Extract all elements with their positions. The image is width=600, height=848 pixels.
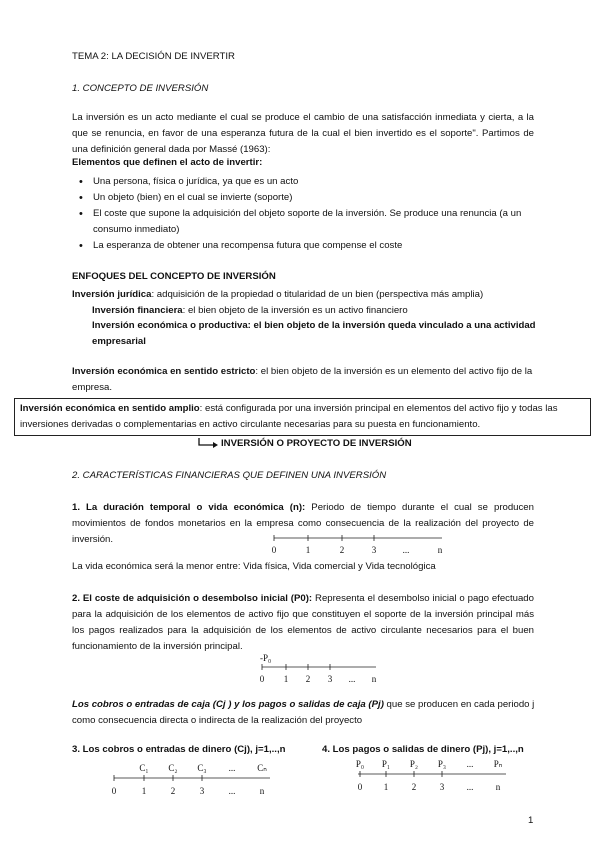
duracion-text: Periodo de tiempo durante el cual se producen movimientos de fondos monetarios en la empresa como consecuencia de la realización del proyecto de inversión. bbox=[72, 502, 534, 545]
flujos-label: Los cobros o entradas de caja (Cj ) y los pagos o salidas de caja (Pj) bbox=[72, 699, 384, 710]
inversion-financiera bbox=[92, 303, 542, 319]
inversion-juridica bbox=[72, 287, 542, 303]
timeline-3 bbox=[108, 758, 278, 801]
cobros-label: 3. Los cobros o entradas de dinero (Cj), j=1,..,n bbox=[72, 744, 286, 755]
cash-inflow-label: C₁ bbox=[139, 763, 149, 773]
cash-inflow-label: Cₙ bbox=[257, 763, 267, 773]
initial-payment-label: -P₀ bbox=[260, 653, 272, 663]
inversion-amplio-box bbox=[14, 398, 591, 436]
tick-label: ... bbox=[402, 545, 410, 555]
page-title: TEMA 2: LA DECISIÓN DE INVERTIR bbox=[72, 51, 235, 62]
juridica-text: : adquisición de la propiedad o titularidad de un bien (perspectiva más amplia) bbox=[151, 289, 484, 300]
financiera-text: : el bien objeto de la inversión es un activo financiero bbox=[182, 305, 408, 316]
cash-outflow-label: P₂ bbox=[409, 759, 419, 769]
tick-label: ... bbox=[466, 782, 474, 792]
tick-label: ... bbox=[228, 786, 236, 796]
cash-inflow-label: C₃ bbox=[197, 763, 207, 773]
tick-label: 0 bbox=[111, 786, 117, 796]
elements-list bbox=[73, 174, 535, 254]
cash-inflow-label: ... bbox=[228, 763, 236, 773]
timeline-1 bbox=[270, 534, 450, 561]
intro-paragraph: La inversión es un acto mediante el cual se produce el cambio de una satisfacción inmediata y cierta, a la que se renuncia, en favor de una esperanza futura de la cual el bien invertido es el soporte". Partimos de una definición general dada por Massé (1963): bbox=[72, 112, 534, 155]
inversion-economica: Inversión económica o productiva: el bien objeto de la inversión queda vinculado a una actividad empresarial bbox=[92, 320, 536, 347]
amplio-label: Inversión económica en sentido amplio bbox=[20, 403, 200, 414]
section-2-heading: 2. CARACTERÍSTICAS FINANCIERAS QUE DEFINEN UNA INVERSIÓN bbox=[72, 470, 387, 481]
list-item: • Un objeto (bien) en el cual se invierte (soporte) bbox=[73, 190, 535, 206]
pagos-label: 4. Los pagos o salidas de dinero (Pj), j=1,..,n bbox=[322, 744, 524, 755]
tick-label: 3 bbox=[371, 545, 377, 555]
section-1-heading: 1. CONCEPTO DE INVERSIÓN bbox=[72, 83, 209, 94]
timeline-4 bbox=[352, 756, 522, 797]
cash-outflow-label: ... bbox=[466, 759, 474, 769]
tick-label: 1 bbox=[305, 545, 311, 555]
cash-outflow-label: Pₙ bbox=[493, 759, 503, 769]
list-item: • El coste que supone la adquisición del objeto soporte de la inversión. Se produce una renuncia (a un consumo inmediato) bbox=[73, 206, 535, 238]
tick-label: n bbox=[259, 786, 265, 796]
tick-label: n bbox=[371, 674, 377, 684]
tick-label: 0 bbox=[259, 674, 265, 684]
juridica-label: Inversión jurídica bbox=[72, 289, 152, 300]
estricto-text: : el bien objeto de la inversión es un elemento del activo fijo de la empresa. bbox=[72, 366, 533, 393]
cash-outflow-label: P₁ bbox=[381, 759, 391, 769]
inversion-estricto bbox=[72, 364, 538, 396]
elements-label: Elementos que definen el acto de invertir: bbox=[72, 157, 263, 168]
tick-label: 1 bbox=[141, 786, 147, 796]
tick-label: ... bbox=[348, 674, 356, 684]
tick-label: 1 bbox=[383, 782, 389, 792]
tick-label: 1 bbox=[283, 674, 289, 684]
cash-inflow-label: C₂ bbox=[168, 763, 178, 773]
timeline-2 bbox=[256, 652, 386, 689]
coste-paragraph bbox=[72, 591, 534, 655]
tick-label: 0 bbox=[271, 545, 277, 555]
flujos-text: que se producen en cada periodo j como consecuencia directa o indirecta de la realización del proyecto bbox=[72, 699, 535, 726]
vida-economica-text: La vida económica será la menor entre: Vida física, Vida comercial y Vida tecnológica bbox=[72, 561, 436, 572]
tick-label: 2 bbox=[305, 674, 311, 684]
tick-label: n bbox=[495, 782, 501, 792]
financiera-label: Inversión financiera bbox=[92, 305, 183, 316]
tick-label: 0 bbox=[357, 782, 363, 792]
enfoques-heading: ENFOQUES DEL CONCEPTO DE INVERSIÓN bbox=[72, 271, 276, 282]
arrow-icon bbox=[198, 437, 220, 452]
flujos-paragraph bbox=[72, 697, 538, 729]
duracion-label: 1. La duración temporal o vida económica (n): bbox=[72, 502, 306, 513]
page-number: 1 bbox=[528, 815, 534, 826]
tick-label: 3 bbox=[439, 782, 445, 792]
tick-label: 2 bbox=[170, 786, 176, 796]
tick-label: 3 bbox=[327, 674, 333, 684]
coste-text: Representa el desembolso inicial o pago efectuado para la adquisición de los elementos de activo fijo que constituyen el soporte de la inversión principal más los pagos realizados para la adquisición de los elementos de activo circulante necesarios para el buen funcionamiento de la inversión principal. bbox=[72, 593, 534, 652]
amplio-text: : está configurada por una inversión principal en elementos del activo fijo y todas las inversiones derivadas o complementarias en activo circulante necesarias para su puesta en funcionamiento. bbox=[20, 403, 558, 430]
proyecto-label: INVERSIÓN O PROYECTO DE INVERSIÓN bbox=[221, 438, 412, 449]
tick-label: 3 bbox=[199, 786, 205, 796]
cash-outflow-label: P₀ bbox=[355, 759, 365, 769]
tick-label: n bbox=[437, 545, 443, 555]
list-item: • La esperanza de obtener una recompensa futura que compense el coste bbox=[73, 238, 535, 254]
list-item: • Una persona, física o jurídica, ya que es un acto bbox=[73, 174, 535, 190]
tick-label: 2 bbox=[339, 545, 345, 555]
tick-label: 2 bbox=[411, 782, 417, 792]
cash-outflow-label: P₃ bbox=[437, 759, 447, 769]
coste-label: 2. El coste de adquisición o desembolso inicial (P0): bbox=[72, 593, 313, 604]
estricto-label: Inversión económica en sentido estricto bbox=[72, 366, 256, 377]
